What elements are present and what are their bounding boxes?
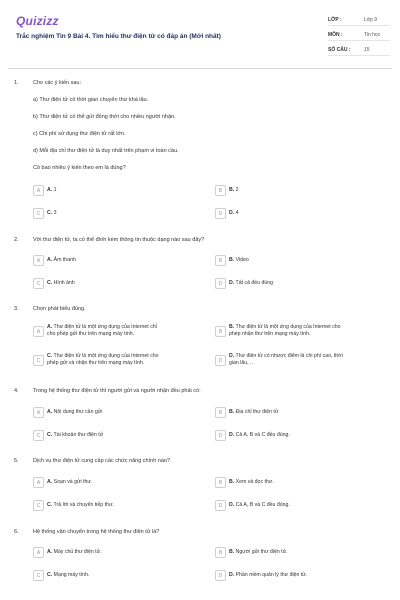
option-c[interactable]	[33, 499, 213, 512]
option-letter-box: B	[215, 407, 226, 418]
option-a[interactable]	[33, 184, 213, 197]
question-text: Dịch vụ thư điện tử cung cấp các chức năng chính nào?	[33, 458, 171, 464]
option-key: A.	[47, 187, 53, 193]
option-c[interactable]	[33, 429, 213, 442]
option-key: A.	[47, 549, 53, 555]
question-number: 1.	[14, 80, 19, 86]
question-text: Trong hệ thống thư điện tử thì người gửi và người nhận đều phải có:	[33, 388, 201, 394]
option-key: C.	[47, 572, 53, 578]
option-d[interactable]	[215, 429, 395, 442]
option-letter-box: B	[215, 185, 226, 196]
question-number: 6.	[14, 529, 19, 535]
option-a[interactable]	[33, 254, 213, 267]
option-text-line2: phép gửi và nhận thư trên mạng máy tính.	[47, 360, 145, 366]
option-text: Hình ảnh	[53, 280, 75, 286]
question-text: Hệ thống vận chuyển trong hệ thống thư điện tử là?	[33, 529, 160, 535]
option-text: Nội dung thư cần gửi	[53, 409, 103, 415]
option-c[interactable]	[33, 569, 213, 582]
option-letter-box: C	[33, 355, 44, 366]
option-key: B.	[229, 409, 235, 415]
meta-subject-label: MÔN :	[328, 32, 343, 38]
option-letter-box: B	[215, 255, 226, 266]
option-text: Soạn và gửi thư.	[53, 479, 93, 485]
option-letter-box: C	[33, 500, 44, 511]
option-text: Mạng máy tính.	[53, 572, 90, 578]
option-text: Máy chủ thư điện tử.	[53, 549, 102, 555]
option-text: Trả lời và chuyển tiếp thư.	[53, 502, 114, 508]
option-key: D.	[229, 502, 235, 508]
option-letter-box: A	[33, 255, 44, 266]
option-key: B.	[229, 187, 235, 193]
option-text: Cả A, B và C đều đúng.	[235, 432, 290, 438]
option-key: B.	[229, 479, 235, 485]
option-letter-box: D	[215, 208, 226, 219]
option-letter-box: C	[33, 570, 44, 581]
option-text: Xem và đọc thư.	[235, 479, 274, 485]
question-number: 5.	[14, 458, 19, 464]
question-statement: d) Mỗi địa chỉ thư điện tử là duy nhất trên phạm vi toàn cầu.	[33, 148, 179, 154]
document-header	[0, 0, 400, 68]
option-key: C.	[47, 280, 53, 286]
option-b[interactable]	[215, 322, 395, 342]
option-c[interactable]	[33, 351, 213, 371]
option-text-line2: gian lâu, ..	[229, 360, 253, 366]
option-a[interactable]	[33, 322, 213, 342]
option-letter-box: C	[33, 278, 44, 289]
option-letter-box: B	[215, 547, 226, 558]
option-letter-box: A	[33, 185, 44, 196]
option-key: A.	[47, 479, 53, 485]
option-key: D.	[229, 210, 235, 216]
option-letter-box: B	[215, 326, 226, 337]
option-b[interactable]	[215, 184, 395, 197]
option-key: A.	[47, 257, 53, 263]
option-key: A.	[47, 324, 53, 330]
header-divider	[8, 68, 392, 69]
meta-subject	[328, 29, 390, 41]
option-key: D.	[229, 432, 235, 438]
option-a[interactable]	[33, 476, 213, 489]
question-text: Với thư điện tử, ta có thể đính kèm thông tin thuộc dạng nào sau đây?	[33, 237, 205, 243]
meta-grade	[328, 14, 390, 26]
option-key: D.	[229, 353, 235, 359]
option-letter-box: A	[33, 477, 44, 488]
question-text: Chọn phát biểu đúng.	[33, 306, 86, 312]
quizizz-logo: Quizizz	[16, 14, 59, 28]
meta-subject-value: Tin học	[364, 32, 381, 38]
option-text: Âm thanh	[53, 257, 76, 263]
option-text: Địa chỉ thư điện tử	[235, 409, 279, 415]
meta-count	[328, 44, 390, 56]
option-text-line1: Thư điện tử là một ứng dụng của Internet chỉ	[53, 324, 157, 330]
option-letter-box: B	[215, 477, 226, 488]
option-d[interactable]	[215, 277, 395, 290]
option-key: B.	[229, 324, 235, 330]
document-title: Trắc nghiệm Tin 9 Bài 4. Tìm hiểu thư điện tử có đáp án (Mới nhất)	[16, 33, 221, 40]
option-text-line1: Thư điện tử là một ứng dụng của Internet cho	[53, 353, 159, 359]
question-number: 3.	[14, 306, 19, 312]
option-b[interactable]	[215, 476, 395, 489]
meta-count-value: 15	[364, 47, 370, 53]
option-d[interactable]	[215, 569, 395, 582]
option-letter-box: C	[33, 430, 44, 441]
option-c[interactable]	[33, 277, 213, 290]
option-key: B.	[229, 257, 235, 263]
option-key: B.	[229, 549, 235, 555]
option-letter-box: A	[33, 547, 44, 558]
option-text: 4	[235, 210, 239, 216]
option-b[interactable]	[215, 406, 395, 419]
option-text: 2	[235, 187, 239, 193]
option-d[interactable]	[215, 351, 395, 371]
question-statement: a) Thư điện tử có thời gian chuyển thư khá lâu.	[33, 97, 149, 103]
option-text: Người gửi thư điện tử.	[235, 549, 288, 555]
option-key: D.	[229, 572, 235, 578]
question-prompt: Có bao nhiêu ý kiến theo em là đúng?	[33, 165, 126, 171]
option-text: Tất cả đều đúng	[235, 280, 274, 286]
option-key: D.	[229, 280, 235, 286]
question-number: 4.	[14, 388, 19, 394]
question-statement: c) Chi phí sử dụng thư điện tử rất lớn.	[33, 131, 126, 137]
option-text: 1	[53, 187, 57, 193]
option-letter-box: A	[33, 326, 44, 337]
option-text-line1: Thư điện tử là một ứng dụng của Internet cho	[235, 324, 341, 330]
option-key: C.	[47, 432, 53, 438]
meta-grade-value: Lớp 9	[364, 17, 378, 23]
option-a[interactable]	[33, 406, 213, 419]
option-text-line2: phép nhận thư trên mạng máy tính.	[229, 331, 311, 337]
option-letter-box: A	[33, 407, 44, 418]
option-d[interactable]	[215, 207, 395, 220]
option-a[interactable]	[33, 546, 213, 559]
meta-grade-label: LỚP :	[328, 17, 342, 23]
option-b[interactable]	[215, 546, 395, 559]
option-key: C.	[47, 502, 53, 508]
option-text-line1: Thư điện tử có nhược điểm là chi phí cao, thời	[235, 353, 343, 359]
option-letter-box: D	[215, 355, 226, 366]
option-text-line2: cho phép gửi thư trên mạng máy tính.	[47, 331, 135, 337]
option-text: Tài khoản thư điện tử	[53, 432, 104, 438]
option-letter-box: D	[215, 500, 226, 511]
question-number: 2.	[14, 237, 19, 243]
option-b[interactable]	[215, 254, 395, 267]
option-letter-box: D	[215, 278, 226, 289]
option-key: C.	[47, 353, 53, 359]
option-letter-box: C	[33, 208, 44, 219]
question-text: Cho các ý kiến sau:	[33, 80, 81, 86]
option-letter-box: D	[215, 430, 226, 441]
option-text: 3	[53, 210, 57, 216]
option-letter-box: D	[215, 570, 226, 581]
option-d[interactable]	[215, 499, 395, 512]
meta-count-label: SỐ CÂU :	[328, 47, 351, 53]
option-text: Cả A, B và C đều đúng.	[235, 502, 290, 508]
option-text: Phần mềm quản lý thư điện tử.	[235, 572, 308, 578]
option-text: Video	[235, 257, 249, 263]
option-key: C.	[47, 210, 53, 216]
question-statement: b) Thư điện tử có thể gửi đồng thời cho nhiều người nhận.	[33, 114, 176, 120]
option-c[interactable]	[33, 207, 213, 220]
option-key: A.	[47, 409, 53, 415]
